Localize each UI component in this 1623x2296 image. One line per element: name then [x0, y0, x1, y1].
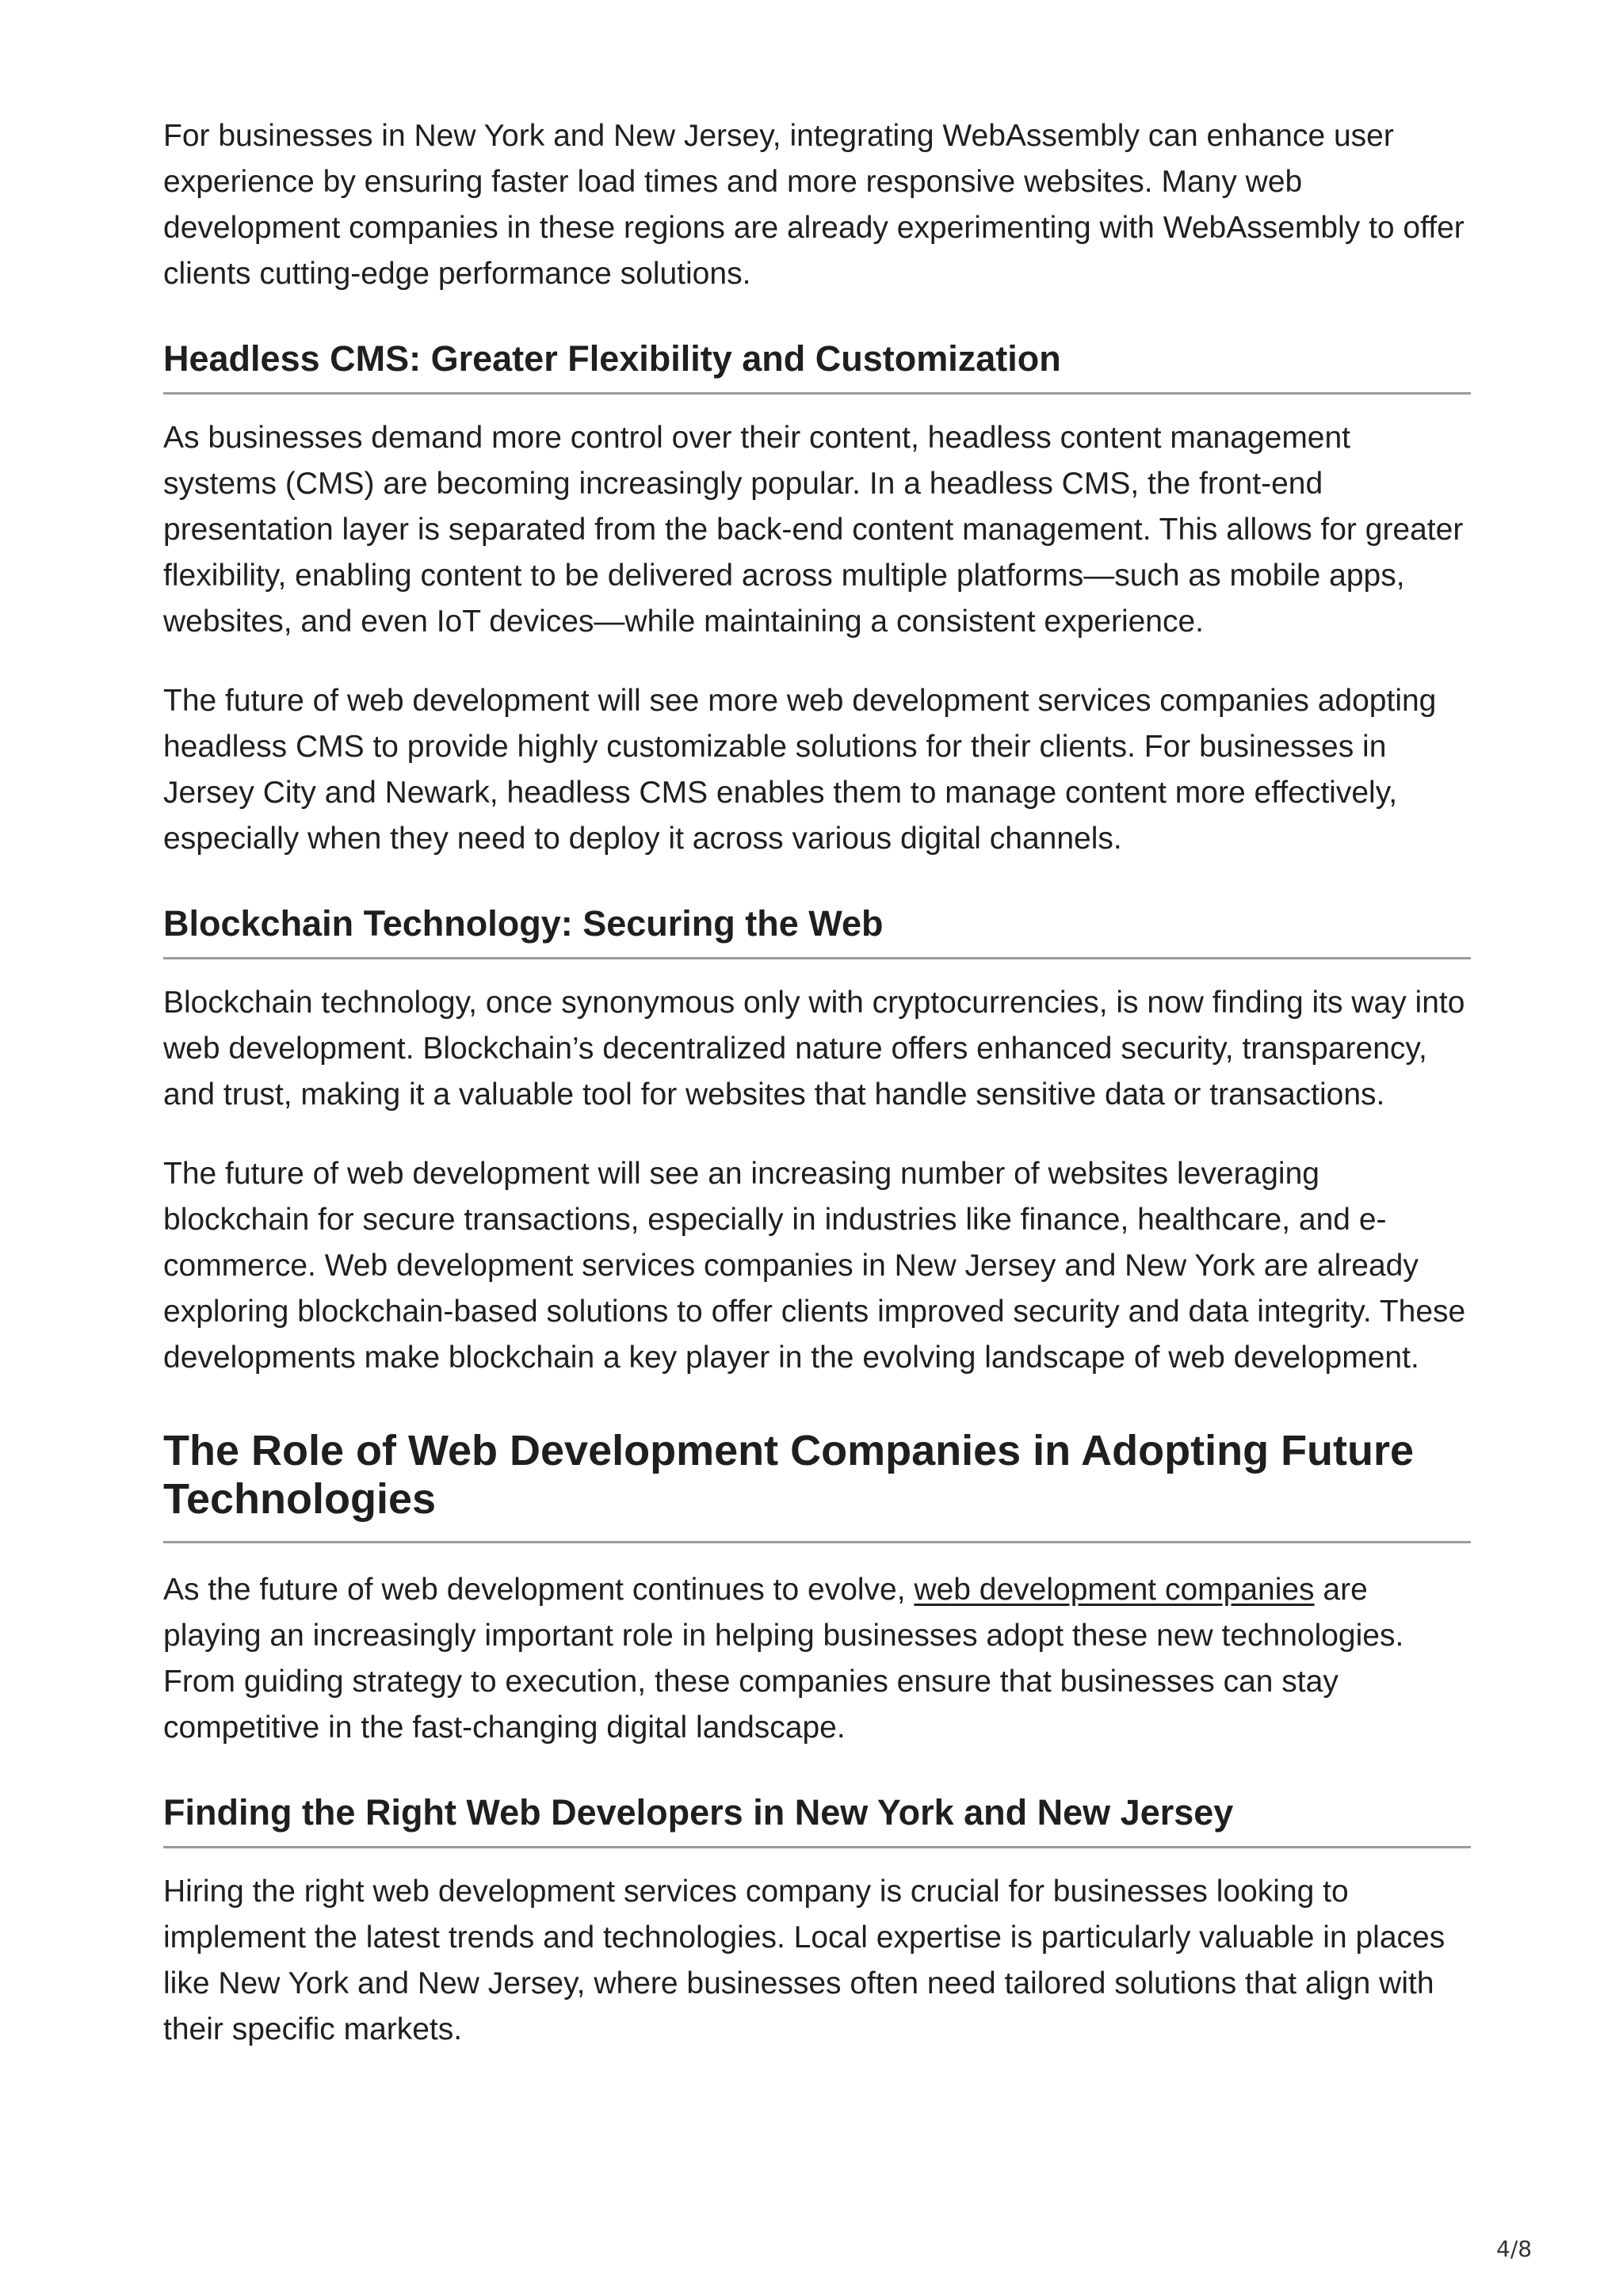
headless-cms-paragraph-1: As businesses demand more control over their content, headless content management systems (CMS) are becoming increasingly popular. In a headless CMS, the front-end presentation layer is separated from the back-end content management. This allows for greater flexibility, enabling content to be delivered across multiple platforms—such as mobile apps, websites, and even IoT devices—while maintaining a consistent experience.: [163, 421, 1464, 639]
intro-paragraph: For businesses in New York and New Jersey, integrating WebAssembly can enhance user experience by ensuring faster load times and more responsive websites. Many web development companies in these regions are already experimenting with WebAssembly to offer clients cutting-edge performance solutions.: [163, 119, 1465, 291]
blockchain-heading: Blockchain Technology: Securing the Web: [163, 902, 1471, 959]
finding-heading: Finding the Right Web Developers in New York and New Jersey: [163, 1791, 1471, 1848]
finding-paragraph: Hiring the right web development services company is crucial for businesses looking to implement the latest trends and technologies. Local expertise is particularly valuable in places like New York and New Jersey, where businesses often need tailored solutions that align with their specific markets.: [163, 1875, 1445, 2046]
role-heading: The Role of Web Development Companies in Adopting Future Technologies: [163, 1427, 1471, 1543]
role-paragraph-end: are playing an increasingly important role in helping businesses adopt these new technologies. From guiding strategy to execution, these companies ensure that businesses can stay competitive in the fast-changing digital landscape.: [163, 1573, 1404, 1745]
headless-cms-heading: Headless CMS: Greater Flexibility and Customization: [163, 337, 1471, 395]
document-page: [163, 113, 1471, 2053]
blockchain-paragraph-1: Blockchain technology, once synonymous only with cryptocurrencies, is now finding its way into web development. Blockchain’s decentralized nature offers enhanced security, transparency, and trust, making it a valuable tool for websites that handle sensitive data or transactions.: [163, 986, 1465, 1112]
headless-cms-paragraph-2: The future of web development will see more web development services companies adopting headless CMS to provide highly customizable solutions for their clients. For businesses in Jersey City and Newark, headless CMS enables them to manage content more effectively, especially when they need to deploy it across various digital channels.: [163, 684, 1437, 856]
role-paragraph-start: As the future of web development continues to evolve,: [163, 1573, 915, 1607]
blockchain-paragraph-2: The future of web development will see an increasing number of websites leveraging blockchain for secure transactions, especially in industries like finance, healthcare, and e-commerce. Web development services companies in New Jersey and New York are already exploring blockchain-based solutions to offer clients improved security and data integrity. These developments make blockchain a key player in the evolving landscape of web development.: [163, 1157, 1466, 1375]
web-development-companies-link[interactable]: web development companies: [914, 1573, 1315, 1607]
role-paragraph: [163, 1567, 1471, 1751]
page-number: 4/8: [1496, 2236, 1533, 2262]
